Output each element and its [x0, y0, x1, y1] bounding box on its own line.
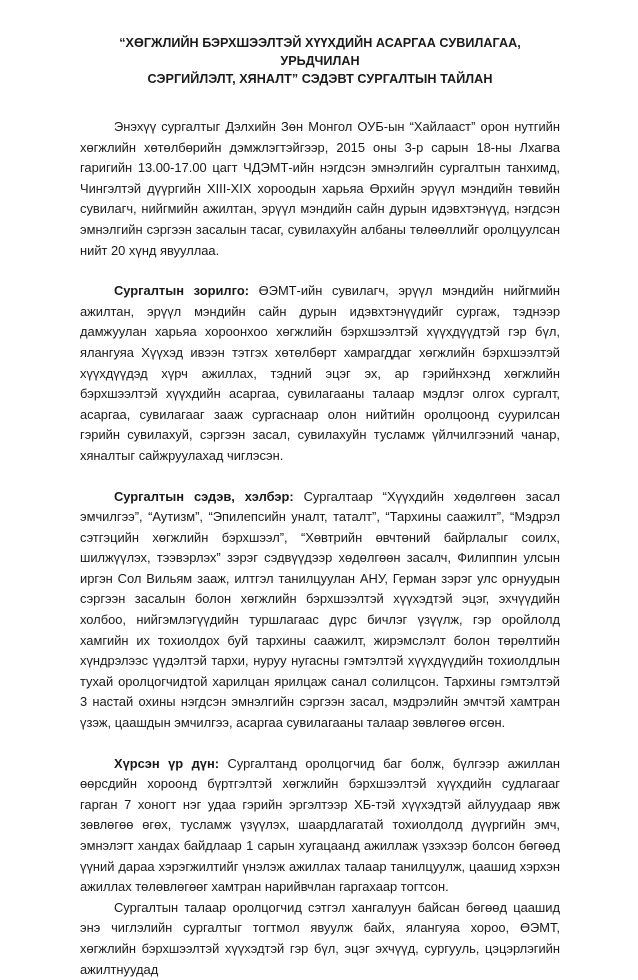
intro-paragraph — [80, 117, 560, 261]
report-title — [80, 34, 560, 88]
results-heading: Хүрсэн үр дүн: — [114, 755, 220, 771]
topics-heading: Сургалтын сэдэв, хэлбэр: — [114, 488, 294, 504]
feedback-paragraph — [80, 898, 560, 980]
report-title-line-2: СЭРГИЙЛЭЛТ, ХЯНАЛТ” СЭДЭВТ СУРГАЛТЫН ТАЙЛАН — [147, 72, 493, 86]
document-page — [80, 34, 560, 980]
results-text: Сургалтанд оролцогчид баг болж, бүлгээр ажиллан өөрсдийн хороонд бүртгэлтэй хөгжлийн бэрхшээлтэй хүүхдийн судлагааг гарган 7 хоногт нэг удаа гэрийн эргэлтээр ХБ-тэй хүүхэдтэй айлуудаар явж зөвлөгөө өгөх, тусламж үзүүлэх, шаардлагатай тохиолдолд дүүргийн эмч, эмнэлэгт хандах байдлаар 1 сарын хугацаанд ажиллаж үзэхээр болсон бөгөөд үүний дараа хэрэгжилтийг үнэлэж ажиллах талаар танилцуулж, цаашид хэрхэн ажиллах төлөвлөгөөг хамтран нарийвчлан гаргахаар тогтсон. — [80, 755, 560, 895]
feedback-text: Сургалтын талаар оролцогчид сэтгэл хангалуун байсан бөгөөд цаашид энэ чиглэлийн сургалтыг тогтмол явуулж байх, ялангуяа хороо, ӨЭМТ, хөгжлийн бэрхшээлтэй хүүхэдтэй гэр бүл, эцэг эхчүүд, сургууль, цэцэрлэгийн ажилтнуудад — [80, 899, 560, 977]
objective-text: ӨЭМТ-ийн сувилагч, эрүүл мэндийн нийгмийн ажилтан, эрүүл мэндийн сайн дурын идэвхтэнүүдийг сургаж, тэднээр дамжуулан харьяа хороонхоо хөгжлийн бэрхшээлтэй хүүхдүүдтэй гэр бүл, ялангуяа Хүүхэд ивээн тэтгэх хөтөлбөрт хамрагддаг хөгжлийн бэрхшээлтэй хүүхдүүдэд хүрч ажиллах, тэдний эцэг эх, ар гэрийнхэнд хөгжлийн бэрхшээлтэй хүүхдийн асаргаа, сувилагааны талаар мэдлэг олгох сургалт, асаргаа, сувилагааг зааж сургаснаар олон нийтийн оролцоонд суурилсан гэрийн сувилахуй, сэргээн засал, сувилахуйн тусламж үйлчилгээний чанар, хяналтыг сайжруулахад чиглэсэн. — [80, 283, 560, 463]
topics-text: Сургалтаар “Хүүхдийн хөдөлгөөн засал эмчилгээ”, “Аутизм”, “Эпилепсийн уналт, таталт”, “Тархины саажилт”, “Мэдрэл сэтгэцийн хөгжлийн бэрхшээл”, “Хөвтрийн өвчтөний байрлалыг соилх, шилжүүлэх, тээвэрлэх” зэрэг сэдвүүдээр хөдөлгөөн засалч, Филиппин улсын иргэн Сол Вильям зааж, илтгэл танилцуулан АНУ, Герман зэрэг улс орнуудын сэргээн засалын болон хөгжлийн бэрхшээлтэй хүүхэдтэй эцэг, эхчүүдийн холбоо, нийгэмлэгүүдийн туршлагаас дүрс бичлэг үзүүлж, гэр оройлолд хамгийн их тохиолдох буй тархины саажилт, жирэмслэлт болон төрөлтийн хүндрэлээс үүдэлтэй тархи, нуруу нугасны гэмтэлтэй хүүхдүүдийн тохиолдлын тухай оролцогчидтой харилцан ярилцаж санал солилцсон. Тархины гэмтэлтэй 3 настай охины нэгдсэн эмнэлгийн сэргээн засал, мэдрэлийн эмчтэй хамтран үзэж, цаашдын эмчилгээ, асаргаа сувилагааны талаар зөвлөгөө өгсөн. — [80, 488, 561, 731]
intro-text: Энэхүү сургалтыг Дэлхийн Зөн Монгол ОУБ-ын “Хайлааст” орон нутгийн хөгжлийн хөтөлбөрийн дэмжлэгтэйгээр, 2015 оны 3-р сарын 18-ны Лхагва гаригийн 13.00-17.00 цагт ЧДЭМТ-ийн нэгдсэн эмнэлгийн сургалтын танхимд, Чингэлтэй дүүргийн XIII-XIX хороодын харьяа Өрхийн эрүүл мэндийн төвийн сувилагч, нийгмийн ажилтан, эрүүл мэндийн сайн дурын идэвхтэнүүд, нэгдсэн эмнэлгийн сэргээн засалын тасаг, сувилахуйн албаны төлөөллийг оролцуулсан нийт 20 хүнд явууллаа. — [80, 119, 560, 258]
title-spacer — [80, 88, 560, 117]
objective-heading: Сургалтын зорилго: — [114, 283, 249, 299]
topics-paragraph — [80, 487, 560, 734]
report-title-line-1: “ХӨГЖЛИЙН БЭРХШЭЭЛТЭЙ ХҮҮХДИЙН АСАРГАА СУВИЛАГАА, УРЬДЧИЛАН — [119, 36, 521, 68]
objective-paragraph — [80, 281, 560, 466]
